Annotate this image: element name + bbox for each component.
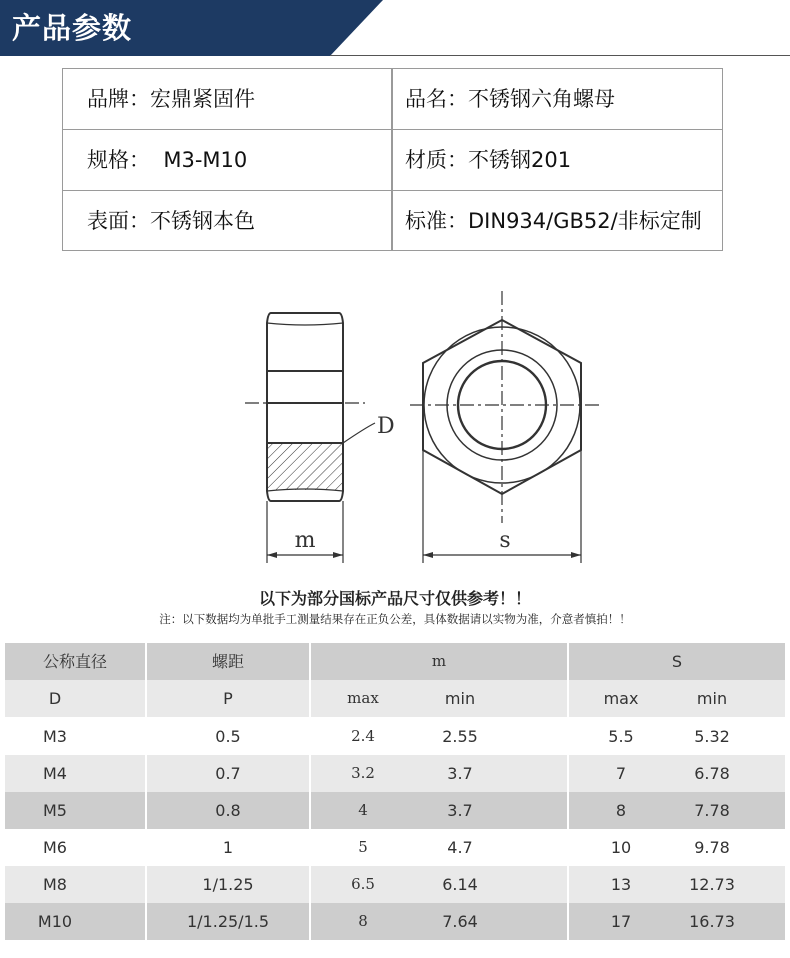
cell-m-min: 2.55 bbox=[442, 727, 478, 746]
subheader-m-max: max bbox=[347, 689, 379, 707]
header-nominal-diameter: 公称直径 bbox=[42, 652, 107, 671]
table-row bbox=[5, 755, 785, 792]
cell-m-min: 7.64 bbox=[442, 912, 478, 931]
label-s: s bbox=[499, 528, 511, 553]
table-row bbox=[5, 792, 785, 829]
cell-p: 0.8 bbox=[215, 801, 241, 820]
cell-m-min: 3.7 bbox=[447, 801, 473, 820]
cell-m-max: 4 bbox=[358, 801, 368, 819]
label-d: D bbox=[377, 414, 395, 439]
cell-s-max: 17 bbox=[610, 912, 632, 931]
cell-m-min: 4.7 bbox=[447, 838, 473, 857]
page-title: 产品参数 bbox=[12, 11, 133, 45]
cell-m-max: 2.4 bbox=[351, 727, 375, 745]
table-row bbox=[5, 718, 785, 755]
cell-d: M8 bbox=[43, 875, 67, 894]
cell-s-min: 5.32 bbox=[694, 727, 730, 746]
cell-d: M4 bbox=[43, 764, 67, 783]
cell-s-min: 9.78 bbox=[694, 838, 730, 857]
cell-p: 0.7 bbox=[215, 764, 241, 783]
table-row bbox=[5, 866, 785, 903]
header-m: m bbox=[431, 652, 447, 670]
spec-size: 规格： M3-M10 bbox=[87, 148, 248, 172]
table-header-row bbox=[5, 643, 785, 680]
spec-row bbox=[63, 190, 722, 251]
cell-s-min: 7.78 bbox=[694, 801, 730, 820]
header-pitch: 螺距 bbox=[211, 652, 244, 671]
cell-s-min: 16.73 bbox=[689, 912, 735, 931]
reference-note: 以下为部分国标产品尺寸仅供参考！！ bbox=[258, 589, 531, 608]
subheader-s-min: min bbox=[696, 689, 728, 708]
table-subheader-row bbox=[5, 680, 785, 717]
cell-s-max: 5.5 bbox=[608, 727, 634, 746]
spec-standard: 标准：DIN934/GB52/非标定制 bbox=[405, 209, 702, 233]
cell-m-max: 5 bbox=[358, 838, 368, 856]
header-banner bbox=[0, 0, 790, 56]
subheader-p: P bbox=[223, 689, 233, 708]
hex-nut-drawing bbox=[225, 283, 615, 573]
table-row bbox=[5, 903, 785, 940]
cell-p: 1 bbox=[222, 838, 234, 857]
spec-divider bbox=[391, 130, 393, 190]
cell-m-max: 8 bbox=[358, 912, 368, 930]
table-row bbox=[5, 829, 785, 866]
subheader-m-min: min bbox=[444, 689, 476, 708]
subheader-s-max: max bbox=[603, 689, 639, 708]
spec-divider bbox=[391, 191, 393, 251]
nut-thread-hatch bbox=[268, 444, 342, 490]
cell-d: M6 bbox=[43, 838, 67, 857]
spec-surface: 表面：不锈钢本色 bbox=[87, 209, 255, 233]
subheader-d: D bbox=[48, 689, 62, 708]
spec-row bbox=[63, 129, 722, 190]
spec-table bbox=[62, 68, 723, 251]
header-s: S bbox=[671, 652, 683, 671]
cell-m-min: 3.7 bbox=[447, 764, 473, 783]
cell-s-max: 7 bbox=[615, 764, 627, 783]
spec-row bbox=[63, 69, 722, 130]
cell-s-min: 12.73 bbox=[689, 875, 735, 894]
label-m: m bbox=[294, 528, 316, 553]
cell-s-max: 8 bbox=[615, 801, 627, 820]
tolerance-note: 注：以下数据均为单批手工测量结果存在正负公差，具体数据请以实物为准，介意者慎拍！！ bbox=[159, 612, 631, 626]
cell-m-max: 6.5 bbox=[351, 875, 375, 893]
cell-m-min: 6.14 bbox=[442, 875, 478, 894]
cell-d: M3 bbox=[43, 727, 67, 746]
cell-s-min: 6.78 bbox=[694, 764, 730, 783]
cell-m-max: 3.2 bbox=[351, 764, 375, 782]
spec-material: 材质：不锈钢201 bbox=[405, 148, 572, 172]
spec-brand: 品牌：宏鼎紧固件 bbox=[87, 87, 255, 111]
spec-product-name: 品名：不锈钢六角螺母 bbox=[405, 87, 615, 111]
cell-s-max: 10 bbox=[610, 838, 632, 857]
cell-s-max: 13 bbox=[610, 875, 632, 894]
cell-d: M5 bbox=[43, 801, 67, 820]
cell-p: 1/1.25 bbox=[202, 875, 254, 894]
cell-d: M10 bbox=[37, 912, 73, 931]
cell-p: 1/1.25/1.5 bbox=[186, 912, 270, 931]
spec-divider bbox=[391, 69, 393, 130]
cell-p: 0.5 bbox=[215, 727, 241, 746]
